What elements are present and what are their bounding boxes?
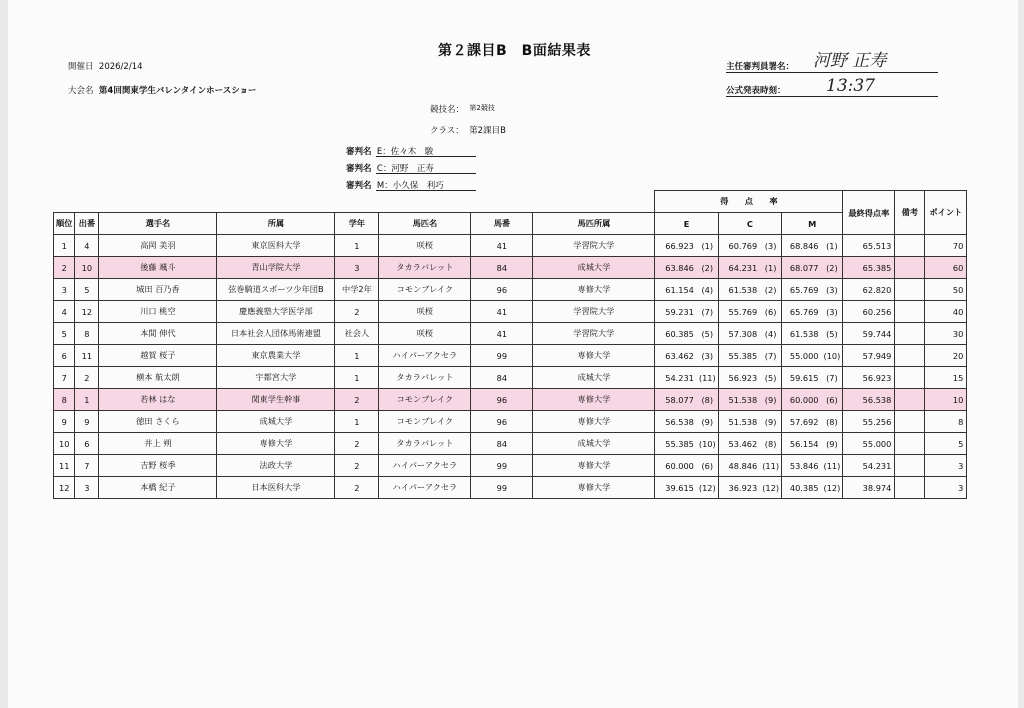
points-cell: 15 (925, 367, 967, 389)
date-value: 2026/2/14 (98, 62, 143, 72)
horse-affiliation-cell: 専修大学 (533, 279, 655, 301)
horse-no-cell: 96 (471, 389, 533, 411)
horse-cell: タカラバレット (379, 433, 471, 455)
horse-affiliation-cell: 学習院大学 (533, 235, 655, 257)
horse-affiliation-cell: 成城大学 (533, 367, 655, 389)
m-rank-cell: (9) (822, 433, 843, 455)
announce-time-value: 13:37 (826, 76, 875, 96)
horse-affiliation-cell: 成城大学 (533, 433, 655, 455)
table-row (54, 433, 967, 455)
table-row (54, 323, 967, 345)
rank-cell: 5 (54, 323, 75, 345)
rank-header: 順位 (54, 213, 75, 235)
horse-affiliation-cell: 専修大学 (533, 389, 655, 411)
e-score-cell: 60.385 (655, 323, 697, 345)
class-label: クラス： (430, 126, 464, 136)
final-score-cell: 60.256 (843, 301, 895, 323)
horse-cell: タカラバレット (379, 367, 471, 389)
table-row (54, 301, 967, 323)
horse-cell: コモンブレイク (379, 279, 471, 301)
grade-cell: 社会人 (335, 323, 379, 345)
e-score-cell: 63.462 (655, 345, 697, 367)
rank-cell: 1 (54, 235, 75, 257)
c-header: C (718, 213, 781, 235)
e-header: E (655, 213, 718, 235)
points-cell: 8 (925, 411, 967, 433)
grade-cell: 2 (335, 433, 379, 455)
c-rank-cell: (8) (760, 433, 781, 455)
competition-row (430, 103, 495, 115)
horse-cell: ハイパーアクセラ (379, 477, 471, 499)
horse-no-cell: 96 (471, 279, 533, 301)
result-sheet (8, 0, 1018, 708)
affiliation-cell: 青山学院大学 (217, 257, 335, 279)
class-value: 第2課目B (469, 126, 506, 136)
horse-cell: コモンブレイク (379, 389, 471, 411)
points-cell: 20 (925, 345, 967, 367)
rider-cell: 城田 百乃香 (99, 279, 217, 301)
c-score-cell: 64.231 (718, 257, 760, 279)
grade-cell: 2 (335, 301, 379, 323)
m-score-cell: 68.846 (782, 235, 822, 257)
remarks-header: 備考 (895, 191, 925, 235)
horse-affiliation-cell: 専修大学 (533, 345, 655, 367)
points-cell: 10 (925, 389, 967, 411)
points-header: ポイント (925, 191, 967, 235)
table-row (54, 367, 967, 389)
e-rank-cell: (7) (697, 301, 718, 323)
affiliation-cell: 成城大学 (217, 411, 335, 433)
grade-cell: 2 (335, 389, 379, 411)
final-score-cell: 65.385 (843, 257, 895, 279)
header-row-top (54, 191, 967, 213)
horse-no-cell: 84 (471, 433, 533, 455)
horse-no-cell: 84 (471, 257, 533, 279)
remarks-cell (895, 257, 925, 279)
m-score-cell: 53.846 (782, 455, 822, 477)
event-row (68, 84, 257, 96)
horse-no-cell: 41 (471, 323, 533, 345)
m-rank-cell: (7) (822, 367, 843, 389)
m-rank-cell: (3) (822, 279, 843, 301)
rider-cell: 川口 桃空 (99, 301, 217, 323)
rank-cell: 2 (54, 257, 75, 279)
class-row (430, 124, 506, 136)
m-score-cell: 55.000 (782, 345, 822, 367)
m-score-cell: 61.538 (782, 323, 822, 345)
final-score-cell: 62.820 (843, 279, 895, 301)
points-cell: 5 (925, 433, 967, 455)
rider-cell: 本橋 紀子 (99, 477, 217, 499)
header-spacer (54, 191, 655, 213)
date-row (68, 60, 143, 72)
e-rank-cell: (4) (697, 279, 718, 301)
e-score-cell: 54.231 (655, 367, 697, 389)
remarks-cell (895, 367, 925, 389)
grade-cell: 1 (335, 367, 379, 389)
results-table (53, 190, 967, 499)
m-score-cell: 65.769 (782, 301, 822, 323)
page-title: 第２課目B B面結果表 (438, 43, 591, 59)
affiliation-cell: 法政大学 (217, 455, 335, 477)
chief-judge-line (726, 72, 938, 73)
m-header: M (782, 213, 843, 235)
m-rank-cell: (2) (822, 257, 843, 279)
grade-header: 学年 (335, 213, 379, 235)
m-rank-cell: (10) (822, 345, 843, 367)
final-score-cell: 65.513 (843, 235, 895, 257)
final-score-cell: 38.974 (843, 477, 895, 499)
points-cell: 70 (925, 235, 967, 257)
judge-label: 審判名 (346, 181, 372, 191)
c-score-cell: 51.538 (718, 411, 760, 433)
rider-cell: 本間 伸代 (99, 323, 217, 345)
table-row (54, 389, 967, 411)
start-cell: 2 (75, 367, 99, 389)
horse-cell: コモンブレイク (379, 411, 471, 433)
start-cell: 9 (75, 411, 99, 433)
event-value: 第4回関東学生バレンタインホースショー (98, 86, 257, 96)
m-score-cell: 56.154 (782, 433, 822, 455)
grade-cell: 1 (335, 345, 379, 367)
rank-cell: 7 (54, 367, 75, 389)
m-score-cell: 57.692 (782, 411, 822, 433)
remarks-cell (895, 345, 925, 367)
start-cell: 7 (75, 455, 99, 477)
announce-time-label: 公式発表時刻： (726, 86, 786, 96)
points-cell: 30 (925, 323, 967, 345)
horse-affiliation-cell: 専修大学 (533, 411, 655, 433)
e-rank-cell: (5) (697, 323, 718, 345)
remarks-cell (895, 301, 925, 323)
e-rank-cell: (3) (697, 345, 718, 367)
start-header: 出番 (75, 213, 99, 235)
c-score-cell: 36.923 (718, 477, 760, 499)
c-score-cell: 56.923 (718, 367, 760, 389)
c-score-cell: 55.769 (718, 301, 760, 323)
m-rank-cell: (5) (822, 323, 843, 345)
e-score-cell: 60.000 (655, 455, 697, 477)
rider-cell: 高岡 美羽 (99, 235, 217, 257)
event-label: 大会名 (68, 86, 94, 96)
m-score-cell: 65.769 (782, 279, 822, 301)
rider-cell: 吉野 桜季 (99, 455, 217, 477)
final-score-cell: 55.256 (843, 411, 895, 433)
horse-affiliation-cell: 学習院大学 (533, 323, 655, 345)
m-rank-cell: (1) (822, 235, 843, 257)
rank-cell: 8 (54, 389, 75, 411)
rank-cell: 4 (54, 301, 75, 323)
remarks-cell (895, 279, 925, 301)
grade-cell: 1 (335, 235, 379, 257)
horse-cell: 咲桜 (379, 235, 471, 257)
c-rank-cell: (2) (760, 279, 781, 301)
e-rank-cell: (6) (697, 455, 718, 477)
competition-label: 競技名： (430, 105, 465, 115)
c-rank-cell: (9) (760, 389, 781, 411)
e-score-cell: 66.923 (655, 235, 697, 257)
chief-judge-signature: 河野 正寿 (813, 51, 887, 71)
remarks-cell (895, 235, 925, 257)
final-score-cell: 56.538 (843, 389, 895, 411)
points-cell: 3 (925, 455, 967, 477)
horse-affiliation-header: 馬匹所属 (533, 213, 655, 235)
rider-cell: 後藤 颯斗 (99, 257, 217, 279)
grade-cell: 3 (335, 257, 379, 279)
horse-cell: 咲桜 (379, 301, 471, 323)
m-rank-cell: (3) (822, 301, 843, 323)
remarks-cell (895, 433, 925, 455)
rank-cell: 3 (54, 279, 75, 301)
horse-no-header: 馬番 (471, 213, 533, 235)
judge-name-c: C：河野 正寿 (376, 164, 434, 174)
final-score-cell: 59.744 (843, 323, 895, 345)
start-cell: 10 (75, 257, 99, 279)
table-row (54, 411, 967, 433)
points-cell: 3 (925, 477, 967, 499)
chief-judge-label: 主任審判員署名： (726, 62, 795, 72)
horse-affiliation-cell: 学習院大学 (533, 301, 655, 323)
e-score-cell: 58.077 (655, 389, 697, 411)
table-row (54, 279, 967, 301)
remarks-cell (895, 455, 925, 477)
start-cell: 12 (75, 301, 99, 323)
c-rank-cell: (7) (760, 345, 781, 367)
table-row (54, 345, 967, 367)
date-label: 開催日 (68, 62, 94, 72)
c-rank-cell: (5) (760, 367, 781, 389)
m-score-cell: 40.385 (782, 477, 822, 499)
rider-cell: 若林 はな (99, 389, 217, 411)
grade-cell: 中学2年 (335, 279, 379, 301)
rider-header: 選手名 (99, 213, 217, 235)
m-rank-cell: (11) (822, 455, 843, 477)
c-score-cell: 53.462 (718, 433, 760, 455)
c-rank-cell: (4) (760, 323, 781, 345)
affiliation-cell: 東京農業大学 (217, 345, 335, 367)
m-rank-cell: (12) (822, 477, 843, 499)
score-group-header: 得 点 率 (655, 191, 843, 213)
c-rank-cell: (12) (760, 477, 781, 499)
horse-affiliation-cell: 成城大学 (533, 257, 655, 279)
e-rank-cell: (10) (697, 433, 718, 455)
grade-cell: 1 (335, 411, 379, 433)
horse-no-cell: 96 (471, 411, 533, 433)
m-rank-cell: (6) (822, 389, 843, 411)
start-cell: 5 (75, 279, 99, 301)
e-rank-cell: (1) (697, 235, 718, 257)
rank-cell: 11 (54, 455, 75, 477)
m-rank-cell: (8) (822, 411, 843, 433)
rider-cell: 井上 朔 (99, 433, 217, 455)
header-row (54, 213, 967, 235)
judge-underline (376, 156, 476, 157)
start-cell: 6 (75, 433, 99, 455)
e-rank-cell: (12) (697, 477, 718, 499)
affiliation-header: 所属 (217, 213, 335, 235)
horse-no-cell: 99 (471, 345, 533, 367)
e-score-cell: 56.538 (655, 411, 697, 433)
horse-no-cell: 84 (471, 367, 533, 389)
table-row (54, 477, 967, 499)
horse-no-cell: 41 (471, 301, 533, 323)
c-rank-cell: (11) (760, 455, 781, 477)
affiliation-cell: 宇都宮大学 (217, 367, 335, 389)
results-body (54, 235, 967, 499)
final-score-cell: 56.923 (843, 367, 895, 389)
table-row (54, 455, 967, 477)
grade-cell: 2 (335, 477, 379, 499)
start-cell: 1 (75, 389, 99, 411)
c-rank-cell: (6) (760, 301, 781, 323)
e-score-cell: 61.154 (655, 279, 697, 301)
grade-cell: 2 (335, 455, 379, 477)
c-rank-cell: (1) (760, 257, 781, 279)
rank-cell: 9 (54, 411, 75, 433)
horse-cell: ハイパーアクセラ (379, 455, 471, 477)
points-cell: 40 (925, 301, 967, 323)
affiliation-cell: 日本医科大学 (217, 477, 335, 499)
announce-time-line (726, 96, 938, 97)
rank-cell: 12 (54, 477, 75, 499)
judge-label: 審判名 (346, 147, 372, 157)
affiliation-cell: 日本社会人団体馬術連盟 (217, 323, 335, 345)
table-row (54, 257, 967, 279)
c-rank-cell: (3) (760, 235, 781, 257)
c-score-cell: 60.769 (718, 235, 760, 257)
remarks-cell (895, 323, 925, 345)
remarks-cell (895, 411, 925, 433)
c-score-cell: 57.308 (718, 323, 760, 345)
affiliation-cell: 慶應義塾大学医学部 (217, 301, 335, 323)
horse-cell: タカラバレット (379, 257, 471, 279)
judge-label: 審判名 (346, 164, 372, 174)
competition-value: 第2競技 (469, 104, 495, 112)
rider-cell: 徳田 さくら (99, 411, 217, 433)
horse-no-cell: 41 (471, 235, 533, 257)
start-cell: 11 (75, 345, 99, 367)
horse-cell: ハイパーアクセラ (379, 345, 471, 367)
m-score-cell: 60.000 (782, 389, 822, 411)
judge-name-e: E：佐々木 駿 (376, 147, 434, 157)
c-score-cell: 55.385 (718, 345, 760, 367)
rider-cell: 横本 航太朗 (99, 367, 217, 389)
m-score-cell: 68.077 (782, 257, 822, 279)
start-cell: 8 (75, 323, 99, 345)
affiliation-cell: 東京医科大学 (217, 235, 335, 257)
remarks-cell (895, 389, 925, 411)
c-score-cell: 48.846 (718, 455, 760, 477)
horse-affiliation-cell: 専修大学 (533, 455, 655, 477)
horse-cell: 咲桜 (379, 323, 471, 345)
table-row (54, 235, 967, 257)
e-rank-cell: (2) (697, 257, 718, 279)
e-score-cell: 63.846 (655, 257, 697, 279)
e-rank-cell: (9) (697, 411, 718, 433)
final-score-cell: 54.231 (843, 455, 895, 477)
affiliation-cell: 弦巻騎道スポーツ少年団B (217, 279, 335, 301)
final-score-cell: 57.949 (843, 345, 895, 367)
e-rank-cell: (11) (697, 367, 718, 389)
judge-name-m: M：小久保 利巧 (376, 181, 444, 191)
e-score-cell: 59.231 (655, 301, 697, 323)
start-cell: 3 (75, 477, 99, 499)
horse-no-cell: 99 (471, 477, 533, 499)
horse-header: 馬匹名 (379, 213, 471, 235)
points-cell: 60 (925, 257, 967, 279)
rank-cell: 6 (54, 345, 75, 367)
remarks-cell (895, 477, 925, 499)
judge-underline (376, 173, 476, 174)
c-rank-cell: (9) (760, 411, 781, 433)
rank-cell: 10 (54, 433, 75, 455)
horse-no-cell: 99 (471, 455, 533, 477)
affiliation-cell: 専修大学 (217, 433, 335, 455)
affiliation-cell: 関東学生幹事 (217, 389, 335, 411)
e-score-cell: 55.385 (655, 433, 697, 455)
e-rank-cell: (8) (697, 389, 718, 411)
final-score-header: 最終得点率 (843, 191, 895, 235)
start-cell: 4 (75, 235, 99, 257)
points-cell: 50 (925, 279, 967, 301)
c-score-cell: 51.538 (718, 389, 760, 411)
e-score-cell: 39.615 (655, 477, 697, 499)
c-score-cell: 61.538 (718, 279, 760, 301)
rider-cell: 越賀 桜子 (99, 345, 217, 367)
m-score-cell: 59.615 (782, 367, 822, 389)
horse-affiliation-cell: 専修大学 (533, 477, 655, 499)
final-score-cell: 55.000 (843, 433, 895, 455)
